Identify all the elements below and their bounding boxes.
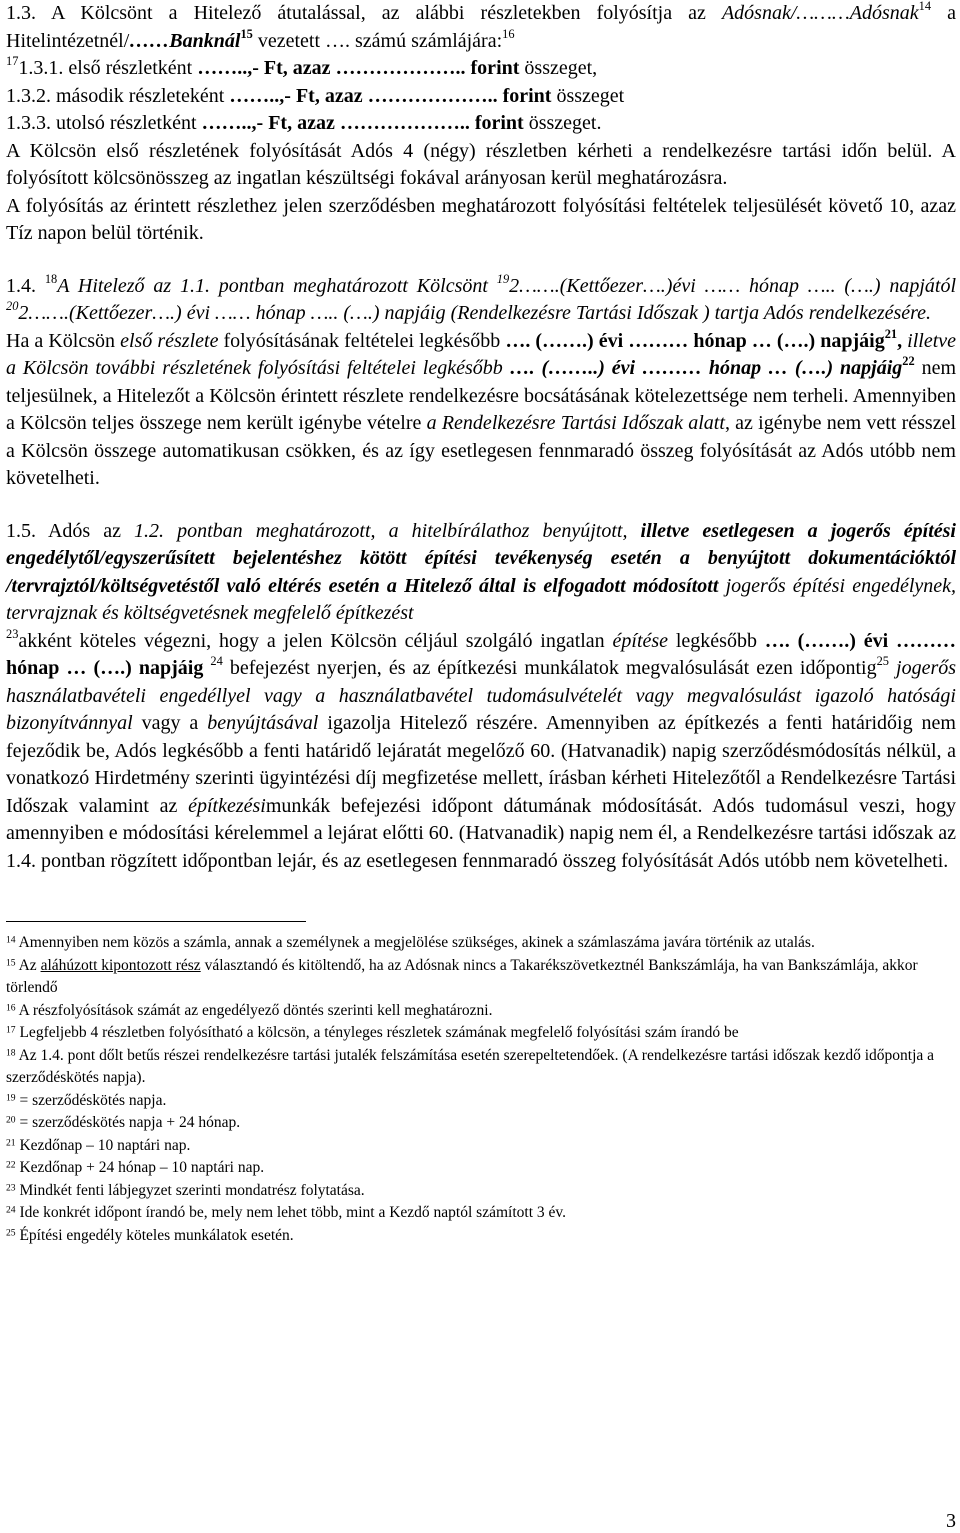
text-italic: jogerős építési engedélynek, tervrajznak és költségvetésnek megfelelő építkezést [6,574,957,624]
text-italic: A Hitelező az 1.1. pontban meghatározott Kölcsönt [57,274,497,297]
footnote-ref[interactable]: 24 [210,654,223,669]
footnote-ref[interactable]: 18 [44,271,58,286]
footnote-text: Az 1.4. pont dőlt betűs részei rendelkezésre tartási jutalék felszámítása esetén szerepeltetendőek. (A rendelkezésre tartási időszak kezdő időpontja a szerződéskötés napja). [6,1046,935,1086]
text [889,657,896,679]
footnote [6,1000,956,1023]
text: 1.5. Adós az [6,519,135,542]
text: nem teljesülnek, a Hitelezőt a Kölcsön érintett részlete rendelkezésre bocsátásának kötelezettsége nem terheli. Amennyiben a Kölcsön teljes összege nem került igénybe vételre [6,357,957,434]
paragraph-1-5 [6,518,956,628]
paragraph-first-installment: A Kölcsön első részletének folyósítását Adós 4 (négy) részletben kérheti a rendelkezésre tartási időn belül. A folyósított kölcsönösszeg az ingatlan készültségi fokával arányosan kerül meghatározásra. [6,139,956,189]
footnote-number: 20 [6,1114,16,1126]
text-italic: a Rendelkezésre Tartási Időszak alatt [426,412,725,434]
text-bold: …. (…….) évi ……… hónap … (….) napjáig [505,329,885,352]
text: összeget. [523,112,602,134]
footnote-text: A részfolyósítások számát az engedélyező döntés szerinti kell meghatározni. [15,1001,493,1019]
text-italic: jogerős használatbavételi engedéllyel vagy a használatbavétel tudomásulvételét vagy megvalósulást igazoló hatósági bizonyítvánnyal [6,657,957,734]
footnote-number: 22 [6,1159,16,1171]
text-bold: ……..,- Ft, azaz ……………….. forint [229,84,552,107]
footnote [6,955,956,1000]
text: , az igénybe nem vett résszel a Kölcsön összege automatikusan csökken, és az így esetlegesen fennmaradó összeg folyósítását az Adós utóbb nem követelheti. [6,412,957,489]
footnote-number: 14 [6,934,16,946]
text-bold: …. (…….) évi ……… hónap … (….) napjáig [6,629,956,679]
paragraph-conditions [6,328,956,493]
footnote-ref[interactable]: 16 [502,26,515,41]
paragraph-1-3 [6,0,956,55]
footnote [6,932,956,955]
footnote-ref[interactable]: 25 [876,654,889,669]
text-italic: illetve a Kölcsön további részletének folyósítási feltételei legkésőbb [6,329,957,379]
text-italic: Adósnak/………Adósnak [721,2,919,24]
paragraph-1-3-3 [6,110,956,138]
spacer [6,248,956,273]
text: befejezést nyerjen, és az építkezési munkálatok megvalósulását ezen időpontig [222,657,877,679]
text-italic: 2…….(Kettőezer….) évi …… hónap ….. (….) napjáig (Rendelkezésre Tartási Időszak ) tartja Adós rendelkezésére. [18,302,932,324]
footnote-ref[interactable]: 21 [884,326,898,341]
text: összeget [551,84,625,107]
footnote [6,1180,956,1203]
text-italic: 2…….(Kettőezer….)évi …… hónap ….. (….) napjától [509,274,956,297]
footnote-text: Az [15,956,41,974]
text: 1.3.3. utolsó részletként [6,112,202,134]
page-number: 3 [946,1510,956,1532]
paragraph-construction [6,628,956,876]
footnote [6,1112,956,1135]
footnote-number: 24 [6,1204,16,1216]
footnote-number: 16 [6,1002,16,1014]
text: 1.3.1. első részletként [18,57,198,79]
text-bold-italic: ……Banknál [129,29,241,52]
footnote-number: 17 [6,1024,16,1036]
text-italic: 1.2. pontban meghatározott, a hitelbírálathoz benyújtott, [134,519,628,542]
spacer [6,493,956,518]
footnote-text: Amennyiben nem közös a számla, annak a személynek a megjelölése szükséges, akinek a számlaszáma javára történik az utalás. [15,934,815,951]
footnote-text: Ide konkrét időpont írandó be, mely nem lehet több, mint a Kezdő naptól számított 3 év. [15,1204,566,1221]
footnote [6,1090,956,1113]
text-italic: építkezési [188,794,266,817]
paragraph-1-3-1 [6,55,956,83]
footnote-ref[interactable]: 17 [6,54,19,69]
footnote-number: 21 [6,1137,16,1149]
text [718,575,725,597]
text: vezetett …. számú számlájára: [252,29,503,52]
main-text [6,0,956,875]
text: összeget, [519,57,598,79]
text: 1.3.2. második részleteként [6,84,230,107]
text-bold-italic: illetve esetlegesen a jogerős építési engedélytől/egyszerűsített bejelentéshez kötött építési tevékenység esetén a benyújtott dokumentációktól /tervrajztól/költségvetéstől való eltérés esetén a Hitelező által is elfogadott módosított [6,519,956,597]
paragraph-1-4 [6,273,956,328]
text-bold: ……..,- Ft, azaz ……………….. forint [201,112,524,134]
footnote [6,1135,956,1158]
text-bold-italic: …. (……..) évi ……… hónap … (….) napjáig [509,357,903,379]
text-italic: benyújtásával [207,712,319,734]
paragraph-1-3-2 [6,83,956,111]
footnote-text: = szerződéskötés napja + 24 hónap. [15,1114,241,1131]
footnote [6,1157,956,1180]
footnote-text: Kezdőnap – 10 naptári nap. [15,1136,191,1154]
footnote-text: Kezdőnap + 24 hónap – 10 naptári nap. [15,1159,265,1176]
text [503,357,510,379]
footnote-ref[interactable]: 23 [6,626,19,641]
paragraph-disbursement: A folyósítás az érintett részlethez jelen szerződésben meghatározott folyósítási feltételek teljesülését követő 10, azaz Tíz napon belül történik. [6,194,956,244]
footnote-text: Építési engedély köteles munkálatok esetén. [15,1226,294,1244]
footnote-ref[interactable]: 14 [918,0,932,14]
text: Ha a Kölcsön [6,329,121,352]
text: akként köteles végezni, hogy a jelen Kölcsön céljául szolgáló ingatlan [18,629,613,652]
footnote-text-underlined: aláhúzott kipontozott rész [40,956,201,974]
footnote-text: választandó és kitöltendő, ha az Adósnak nincs a Takarékszövetkeztnél Bankszámlája, ha van Bankszámlája, akkor törlendő [6,956,918,996]
footnote-separator [6,921,306,922]
footnote-number: 25 [6,1227,16,1239]
text: munkák befejezési időpont dátumának módosítását. Adós tudomásul veszi, hogy amennyiben e módosítási kérelemmel a lejárat előtti 60. (Hatvanadik) napig nem él, a Rendelkezésre tartási időszak az 1.4. pontban rögzített időpontban lejár, és az esetlegesen fennmaradó összeg folyósítását Adós utóbb nem követelheti. [6,794,956,872]
footnote [6,1202,956,1225]
footnote [6,1045,956,1090]
footnote-number: 15 [6,957,16,969]
text-italic: első részlete [120,329,219,352]
document-page [6,0,956,1247]
footnote-text: Mindkét fenti lábjegyzet szerinti mondatrész folytatása. [15,1181,365,1199]
footnote-text: Legfeljebb 4 részletben folyósítható a kölcsön, a tényleges részletek számának megfelelő folyósítási szám írandó be [15,1024,739,1041]
text [627,520,640,542]
text: igazolja Hitelező részére. Amennyiben az építkezés a fenti határidőig nem fejeződik be, Adós legkésőbb a fenti határidő lejáratát megelőző 60. (Hatvanadik) napig szerződésmódosítás nélkül, a vonatkozó Hirdetmény szerinti ügyintézési díj megfizetése mellett, írásban kérheti Hitelezőtől a Rendelkezésre Tartási Időszak valamint az [6,712,956,817]
footnote-ref[interactable]: 15 [240,26,253,41]
footnote-ref[interactable]: 20 [6,299,19,314]
footnote-ref[interactable]: 22 [902,354,915,369]
text-bold: , [897,329,908,352]
footnote-number: 19 [6,1092,16,1104]
text: 1.3. A Kölcsönt a Hitelező átutalással, az alábbi részletekben folyósítja az [6,2,722,24]
text: folyósításának feltételei legkésőbb [218,329,506,352]
footnote-text: = szerződéskötés napja. [15,1091,167,1109]
footnote-number: 18 [6,1047,16,1059]
text: legkésőbb [668,629,765,652]
footnotes [6,932,956,1247]
footnote-ref[interactable]: 19 [496,271,510,286]
text: 1.4. [6,274,45,297]
footnote [6,1022,956,1045]
text: vagy a [132,712,208,734]
footnote [6,1225,956,1248]
text-bold: ……..,- Ft, azaz ……………….. forint [197,57,520,79]
footnote-number: 23 [6,1182,16,1194]
text: a Hitelintézetnél/ [6,2,956,52]
text-italic: építése [612,629,669,652]
